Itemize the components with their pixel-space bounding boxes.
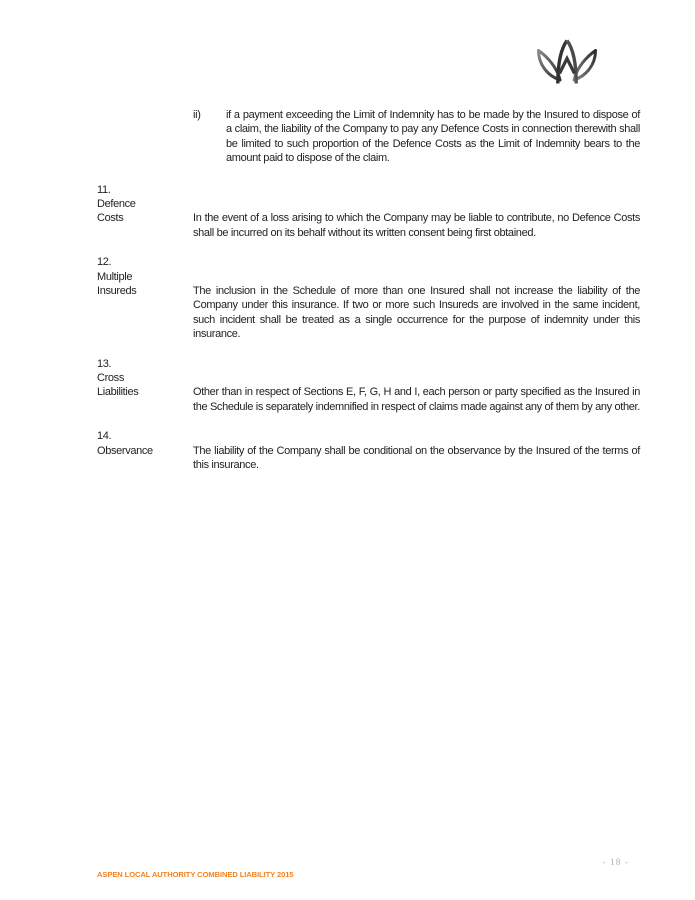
clause-ii-marker: ii) (193, 109, 201, 121)
page-number: - 18 - (602, 858, 629, 868)
section-label-line: Multiple (97, 270, 133, 283)
section-label-line: Insureds (97, 285, 137, 298)
section-14-label (97, 429, 193, 472)
footer-document-title: ASPEN LOCAL AUTHORITY COMBINED LIABILITY 2015 (97, 870, 294, 879)
section-13 (97, 357, 640, 415)
aspen-logo-icon (534, 37, 600, 87)
section-number: 14. (97, 430, 112, 443)
section-14-body (193, 429, 640, 472)
section-14 (97, 429, 640, 472)
section-12-label (97, 255, 193, 341)
section-body-text: Other than in respect of Sections E, F, G, H and I, each person or party specified as the Insured in the Schedule is separately indemnified in respect of claims made against any of them by any other. (193, 386, 640, 413)
section-11-label (97, 183, 193, 241)
clause-ii-text: if a payment exceeding the Limit of Indemnity has to be made by the Insured to dispose of a claim, the liability of the Company to pay any Defence Costs in connection therewith shall be limited to such proportion of the Defence Costs as the Limit of Indemnity bears to the amount paid to dispose of the claim. (226, 109, 640, 165)
section-13-label (97, 357, 193, 415)
section-body-text: The liability of the Company shall be conditional on the observance by the Insured of the terms of this insurance. (193, 444, 640, 472)
section-label-line: Liabilities (97, 386, 139, 399)
section-11-body (193, 183, 640, 241)
section-label-line: Costs (97, 212, 124, 225)
section-11 (97, 183, 640, 241)
section-number: 12. (97, 256, 112, 269)
section-number: 13. (97, 357, 112, 370)
section-13-body (193, 357, 640, 415)
clause-ii (193, 108, 640, 166)
section-label-line: Observance (97, 444, 153, 457)
document-body (97, 108, 640, 487)
section-label-line: Defence (97, 198, 136, 211)
section-label-line: Cross (97, 372, 124, 385)
section-body-text: In the event of a loss arising to which the Company may be liable to contribute, no Defence Costs shall be incurred on its behalf without its written consent being first obtained. (193, 212, 640, 239)
section-12 (97, 255, 640, 341)
section-body-text: The inclusion in the Schedule of more than one Insured shall not increase the liability of the Company under this insurance. If two or more such Insureds are involved in the same incident, such incident shall be treated as a single occurrence for the purpose of indemnity under this insurance. (193, 285, 640, 341)
section-12-body (193, 255, 640, 341)
section-number: 11. (97, 183, 111, 196)
